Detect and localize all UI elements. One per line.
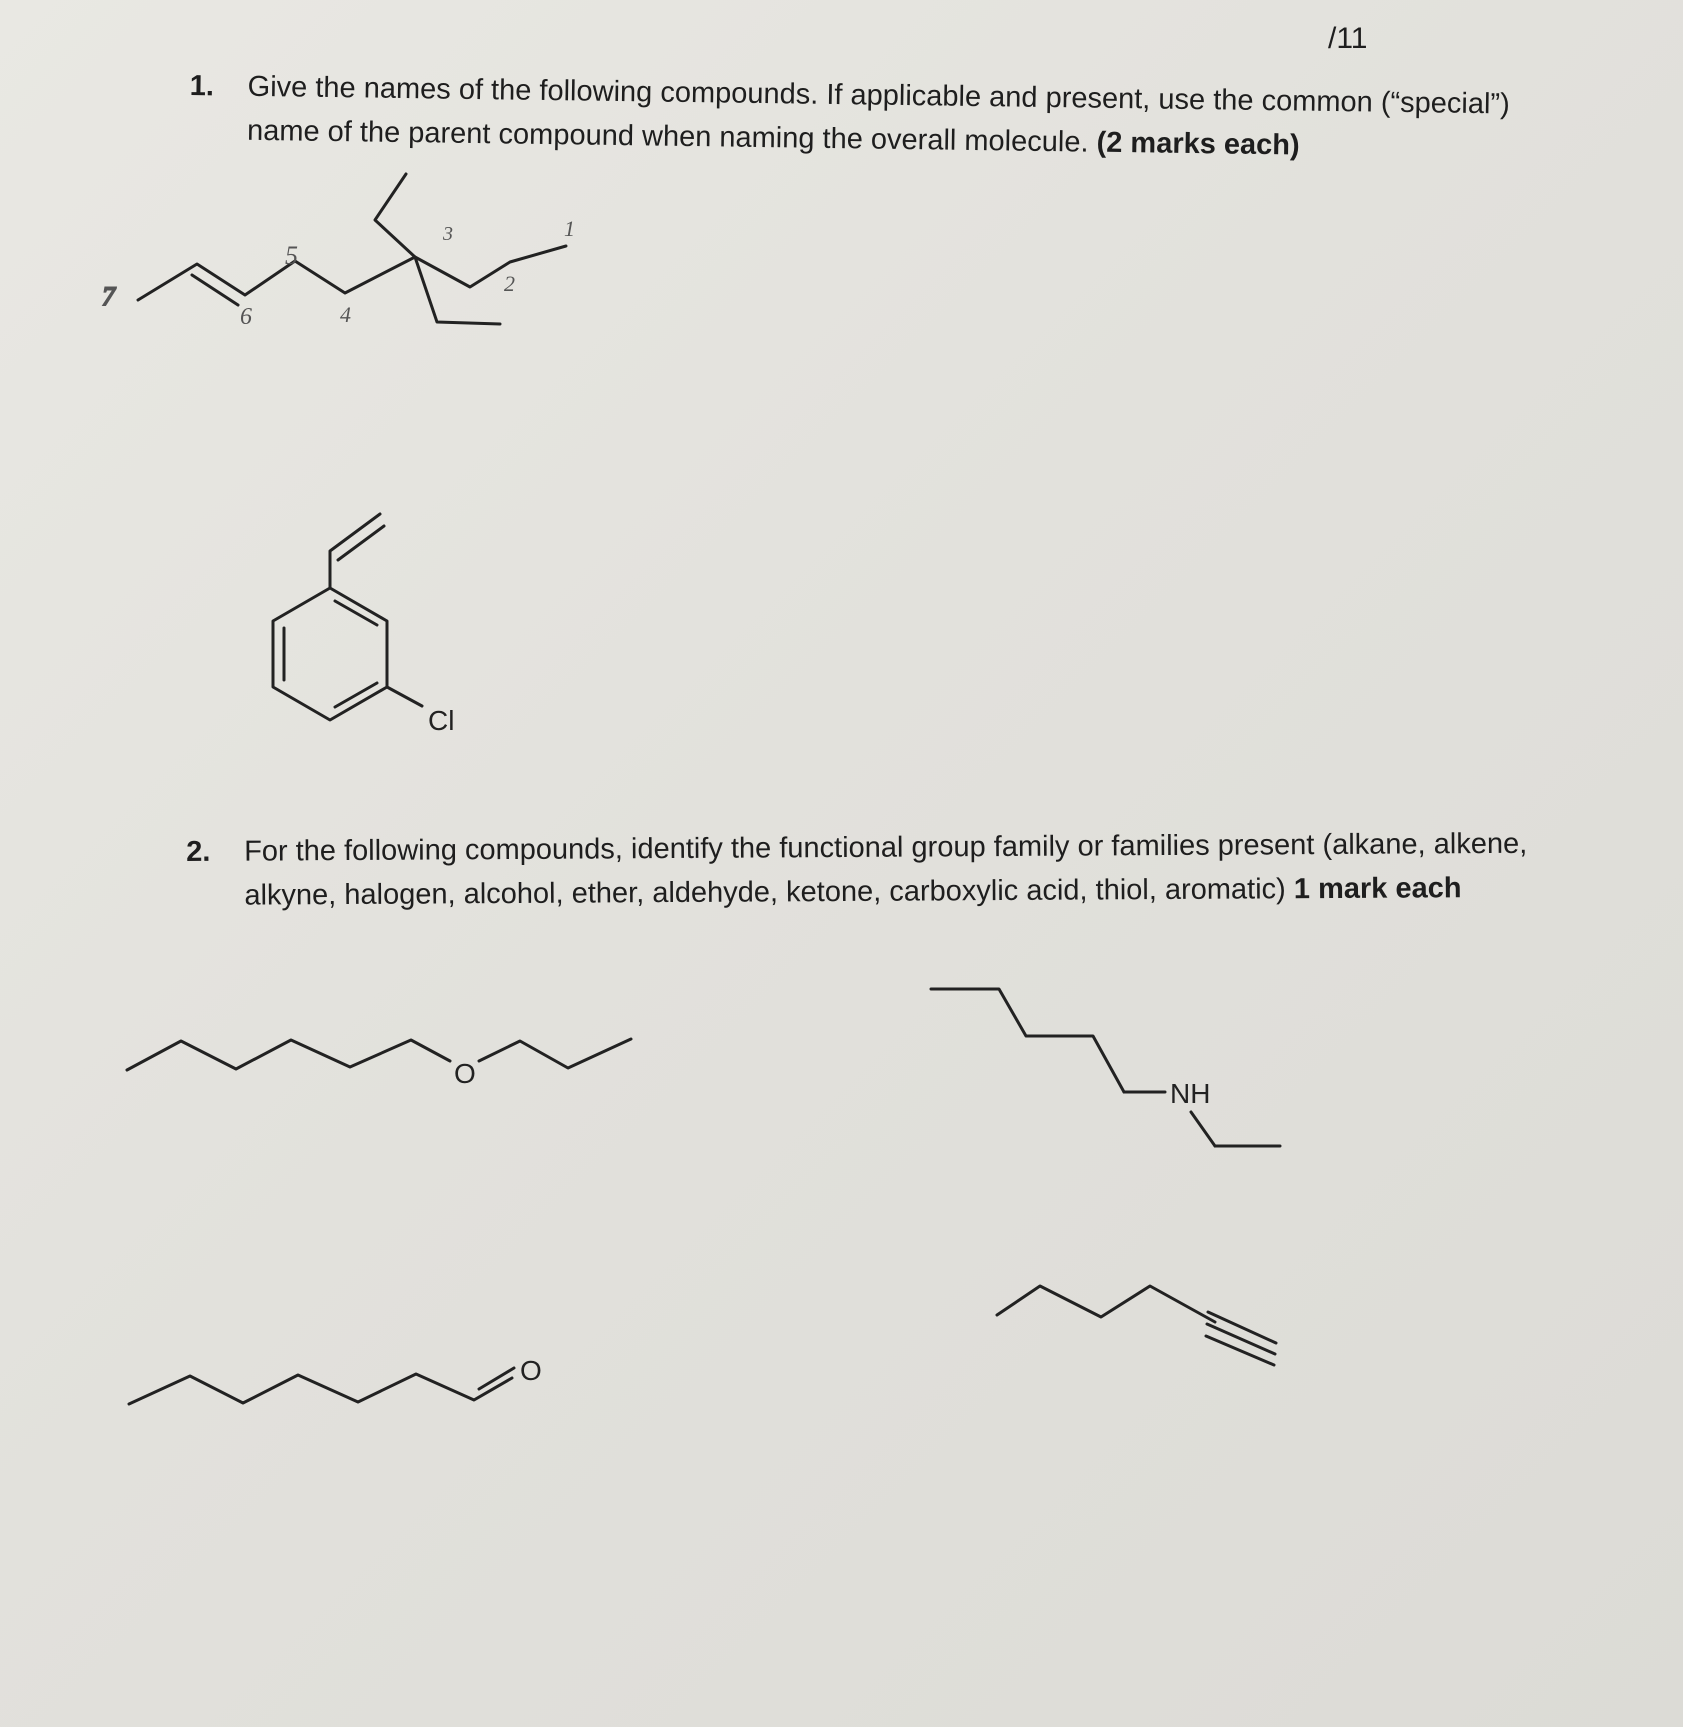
handwritten-number-6: 6 <box>240 304 252 330</box>
question-2-prompt: For the following compounds, identify the functional group family or families present (alkane, alkene, alkyne, halogen, alcohol, ether, aldehyde, ketone, carboxylic acid, thiol, aromatic) <box>244 827 1528 912</box>
handwritten-number-5: 5 <box>285 241 298 270</box>
question-1-marks: (2 marks each) <box>1096 126 1300 162</box>
handwritten-number-3: 3 <box>443 223 453 245</box>
structure-alkyne <box>997 1286 1276 1365</box>
structure-ether <box>127 1039 631 1089</box>
structure-amine <box>931 989 1280 1146</box>
question-1-prompt: Give the names of the following compounds. If applicable and present, use the common (“special”) name of the parent compound when naming the overall molecule. <box>246 70 1510 159</box>
structure-alkene-branched <box>102 174 575 330</box>
handwritten-number-2: 2 <box>504 271 515 296</box>
atom-ether-oxygen-label: O <box>454 1058 476 1089</box>
question-2-number: 2. <box>186 835 211 868</box>
question-2-marks: 1 mark each <box>1293 872 1462 906</box>
atom-amine-label: NH <box>1170 1078 1211 1109</box>
atom-chlorine-label: Cl <box>428 705 455 736</box>
structure-chlorostyrene <box>273 514 454 736</box>
atom-carbonyl-oxygen-label: O <box>520 1355 542 1386</box>
score-total: /11 <box>1328 22 1368 55</box>
handwritten-number-7: 7 <box>102 282 115 311</box>
question-1-number: 1. <box>189 69 215 103</box>
structure-aldehyde <box>129 1355 542 1404</box>
handwritten-number-1: 1 <box>564 216 575 241</box>
handwritten-number-4: 4 <box>340 302 351 327</box>
